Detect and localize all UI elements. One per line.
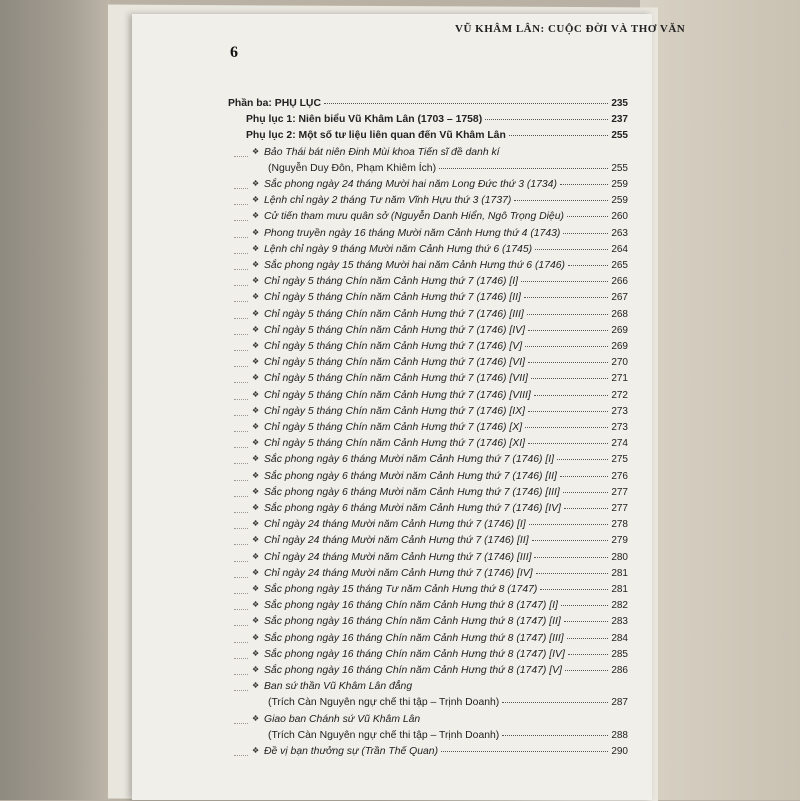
toc-entry bbox=[228, 211, 628, 222]
toc-entry-title: Cử tiến tham mưu quân sở (Nguyễn Danh Hiển, Ngô Trọng Diệu) bbox=[264, 211, 564, 223]
dot-leader bbox=[563, 492, 609, 493]
diamond-bullet-icon: ❖ bbox=[252, 584, 260, 593]
dot-leader bbox=[560, 184, 608, 185]
margin-mark bbox=[234, 674, 248, 676]
diamond-bullet-icon: ❖ bbox=[252, 632, 260, 642]
toc-entry-title: Chỉ ngày 5 tháng Chín năm Cảnh Hưng thứ 7 (1746) [X] bbox=[264, 422, 523, 433]
dot-leader bbox=[502, 702, 608, 703]
toc-entry bbox=[228, 746, 628, 757]
diamond-bullet-icon: ❖ bbox=[252, 616, 260, 626]
dot-leader bbox=[528, 330, 608, 331]
toc-entry bbox=[228, 325, 628, 336]
toc-entry-page: 280 bbox=[611, 551, 628, 563]
toc-entry-page: 269 bbox=[611, 341, 628, 352]
toc-entry-title: Chỉ ngày 5 tháng Chín năm Cảnh Hưng thứ 7 (1746) [III] bbox=[264, 308, 524, 320]
margin-mark bbox=[234, 755, 248, 757]
margin-mark bbox=[234, 463, 248, 465]
margin-mark bbox=[234, 544, 248, 546]
diamond-bullet-icon: ❖ bbox=[252, 227, 260, 237]
diamond-bullet-icon: ❖ bbox=[252, 422, 260, 431]
toc-entry-title: Giao ban Chánh sứ Vũ Khâm Lân bbox=[264, 713, 421, 725]
toc-entry-page: 281 bbox=[611, 584, 628, 595]
toc-entry-title: Sắc phong ngày 16 tháng Chín năm Cảnh Hưng thứ 8 (1747) [II] bbox=[264, 616, 561, 628]
toc-entry bbox=[228, 406, 628, 417]
diamond-bullet-icon: ❖ bbox=[252, 648, 260, 658]
toc-entry bbox=[228, 309, 628, 320]
margin-mark bbox=[234, 415, 248, 417]
dot-leader bbox=[439, 168, 608, 169]
toc-entry-page: 281 bbox=[611, 567, 628, 579]
toc-entry bbox=[228, 357, 628, 368]
toc-entry bbox=[228, 471, 628, 482]
toc-entry-title: Ban sứ thần Vũ Khâm Lân đẳng bbox=[264, 681, 413, 693]
toc-entry-title: Chỉ ngày 5 tháng Chín năm Cảnh Hưng thứ 7 (1746) [V] bbox=[264, 341, 523, 352]
page-number: 6 bbox=[230, 44, 238, 61]
dot-leader bbox=[534, 557, 608, 558]
margin-mark bbox=[234, 609, 248, 611]
margin-mark bbox=[234, 399, 248, 401]
toc-entry-title: Chỉ ngày 5 tháng Chín năm Cảnh Hưng thứ 7 (1746) [VIII] bbox=[264, 389, 531, 401]
dot-leader bbox=[525, 427, 608, 428]
toc-entry-page: 277 bbox=[611, 486, 628, 498]
diamond-bullet-icon: ❖ bbox=[252, 503, 260, 512]
toc-entry-page: 287 bbox=[611, 697, 628, 709]
diamond-bullet-icon: ❖ bbox=[252, 405, 260, 415]
margin-mark bbox=[234, 253, 248, 255]
toc-entry bbox=[228, 422, 628, 433]
diamond-bullet-icon: ❖ bbox=[252, 454, 260, 464]
toc-entry-page: 260 bbox=[611, 211, 628, 223]
diamond-bullet-icon: ❖ bbox=[252, 746, 260, 755]
toc-entry bbox=[228, 681, 628, 692]
margin-mark bbox=[234, 577, 248, 579]
toc-entry bbox=[228, 438, 628, 449]
toc-entry bbox=[228, 130, 628, 141]
margin-mark bbox=[234, 496, 248, 498]
diamond-bullet-icon: ❖ bbox=[252, 470, 260, 480]
diamond-bullet-icon: ❖ bbox=[252, 486, 260, 496]
dot-leader bbox=[502, 735, 608, 736]
toc-entry-page: 275 bbox=[611, 454, 628, 466]
toc-entry bbox=[228, 519, 628, 530]
dot-leader bbox=[567, 216, 608, 217]
toc-entry-page: 267 bbox=[611, 292, 628, 304]
toc-entry bbox=[228, 454, 628, 465]
dot-leader bbox=[568, 654, 608, 655]
toc-entry-page: 269 bbox=[611, 324, 628, 336]
margin-mark bbox=[234, 561, 248, 563]
toc-entry-title: Chỉ ngày 24 tháng Mười năm Cảnh Hưng thứ 7 (1746) [III] bbox=[264, 551, 532, 563]
dot-leader bbox=[529, 524, 609, 525]
diamond-bullet-icon: ❖ bbox=[252, 535, 260, 545]
toc-entry bbox=[228, 260, 628, 271]
toc-entry-title: Đề vị bạn thưởng sự (Trần Thế Quan) bbox=[264, 746, 439, 757]
toc-entry-title: (Trích Càn Nguyên ngự chế thi tập – Trịnh Doanh) bbox=[268, 697, 500, 709]
margin-mark bbox=[234, 220, 248, 222]
toc-entry-page: 277 bbox=[611, 503, 628, 514]
dot-leader bbox=[524, 297, 608, 298]
toc-entry bbox=[228, 276, 628, 287]
toc-entry-page: 274 bbox=[611, 438, 628, 450]
diamond-bullet-icon: ❖ bbox=[252, 195, 260, 205]
toc-entry-title: Chỉ ngày 5 tháng Chín năm Cảnh Hưng thứ 7 (1746) [II] bbox=[264, 292, 521, 304]
dot-leader bbox=[485, 119, 608, 120]
diamond-bullet-icon: ❖ bbox=[252, 260, 260, 269]
toc-entry-page: 276 bbox=[611, 470, 628, 482]
toc-entry-page: 270 bbox=[611, 357, 628, 369]
dot-leader bbox=[528, 362, 608, 363]
margin-mark bbox=[234, 188, 248, 190]
dot-leader bbox=[536, 573, 609, 574]
toc-entry-title: Chỉ ngày 24 tháng Mười năm Cảnh Hưng thứ 7 (1746) [II] bbox=[264, 535, 529, 547]
diamond-bullet-icon: ❖ bbox=[252, 292, 260, 302]
toc-entry bbox=[228, 390, 628, 401]
toc-entry-page: 288 bbox=[611, 729, 628, 741]
margin-mark bbox=[234, 156, 248, 158]
toc-entry bbox=[228, 697, 628, 708]
toc-entry bbox=[228, 616, 628, 627]
toc-entry-page: 286 bbox=[611, 665, 628, 676]
margin-mark bbox=[234, 658, 248, 660]
toc-entry bbox=[228, 535, 628, 546]
diamond-bullet-icon: ❖ bbox=[252, 681, 260, 691]
diamond-bullet-icon: ❖ bbox=[252, 276, 260, 286]
margin-mark bbox=[234, 285, 248, 287]
toc-entry-page: 283 bbox=[611, 616, 628, 628]
dot-leader bbox=[534, 395, 609, 396]
diamond-bullet-icon: ❖ bbox=[252, 519, 260, 529]
toc-entry-title: (Trích Càn Nguyên ngự chế thi tập – Trịnh Doanh) bbox=[268, 729, 500, 741]
diamond-bullet-icon: ❖ bbox=[252, 600, 260, 610]
toc-entry-page: 285 bbox=[611, 648, 628, 660]
dot-leader bbox=[563, 233, 608, 234]
toc-entry-page: 255 bbox=[611, 130, 628, 142]
toc-entry-title: Chỉ ngày 24 tháng Mười năm Cảnh Hưng thứ 7 (1746) [I] bbox=[264, 519, 526, 531]
toc-entry-title: Phụ lục 1: Niên biểu Vũ Khâm Lân (1703 – 1758) bbox=[246, 114, 483, 126]
diamond-bullet-icon: ❖ bbox=[252, 551, 260, 561]
toc-entry-title: Phần ba: PHỤ LỤC bbox=[228, 98, 321, 109]
toc-entry-title: Sắc phong ngày 6 tháng Mười năm Cảnh Hưng thứ 7 (1746) [III] bbox=[264, 486, 560, 498]
toc-entry bbox=[228, 568, 628, 579]
diamond-bullet-icon: ❖ bbox=[252, 438, 260, 448]
diamond-bullet-icon: ❖ bbox=[252, 373, 260, 383]
toc-entry-title: Chỉ ngày 5 tháng Chín năm Cảnh Hưng thứ 7 (1746) [IV] bbox=[264, 324, 525, 336]
toc-entry bbox=[228, 649, 628, 660]
margin-mark bbox=[234, 301, 248, 303]
dot-leader bbox=[564, 621, 609, 622]
toc-entry-page: 237 bbox=[611, 114, 628, 126]
running-title: VŨ KHÂM LÂN: CUỘC ĐỜI VÀ THƠ VĂN bbox=[455, 23, 686, 35]
margin-mark bbox=[234, 269, 248, 271]
toc-entry bbox=[228, 163, 628, 174]
dot-leader bbox=[564, 508, 608, 509]
margin-mark bbox=[234, 366, 248, 368]
toc-entry bbox=[228, 552, 628, 563]
margin-mark bbox=[234, 318, 248, 320]
toc-entry bbox=[228, 98, 628, 109]
toc-entry bbox=[228, 584, 628, 595]
diamond-bullet-icon: ❖ bbox=[252, 211, 260, 221]
toc-entry bbox=[228, 373, 628, 384]
toc-entry bbox=[228, 292, 628, 303]
margin-mark bbox=[234, 723, 248, 725]
toc-entry-title: Chỉ ngày 24 tháng Mười năm Cảnh Hưng thứ 7 (1746) [IV] bbox=[264, 567, 533, 579]
dot-leader bbox=[535, 249, 608, 250]
dot-leader bbox=[521, 281, 608, 282]
toc-entry-title: Chỉ ngày 5 tháng Chín năm Cảnh Hưng thứ 7 (1746) [IX] bbox=[264, 405, 525, 417]
toc-entry-title: Sắc phong ngày 16 tháng Chín năm Cảnh Hưng thứ 8 (1747) [V] bbox=[264, 665, 562, 676]
dot-leader bbox=[557, 459, 608, 460]
dot-leader bbox=[540, 589, 608, 590]
toc-entry bbox=[228, 730, 628, 741]
toc-entry bbox=[228, 114, 628, 125]
toc-entry-title: Phụ lục 2: Một số tư liệu liên quan đến Vũ Khâm Lân bbox=[246, 130, 506, 142]
toc-entry-title: Sắc phong ngày 15 tháng Tư năm Cảnh Hưng thứ 8 (1747) bbox=[264, 584, 538, 595]
toc-entry bbox=[228, 487, 628, 498]
toc-entry-title: Lệnh chỉ ngày 9 tháng Mười năm Cảnh Hưng thứ 6 (1745) bbox=[264, 243, 533, 255]
toc-entry-page: 235 bbox=[611, 98, 628, 109]
diamond-bullet-icon: ❖ bbox=[252, 389, 260, 399]
diamond-bullet-icon: ❖ bbox=[252, 341, 260, 350]
dot-leader bbox=[527, 314, 609, 315]
dot-leader bbox=[565, 670, 608, 671]
diamond-bullet-icon: ❖ bbox=[252, 179, 260, 188]
toc-entry-title: Chỉ ngày 5 tháng Chín năm Cảnh Hưng thứ 7 (1746) [XI] bbox=[264, 438, 525, 450]
diamond-bullet-icon: ❖ bbox=[252, 324, 260, 334]
toc-entry-title: Sắc phong ngày 16 tháng Chín năm Cảnh Hưng thứ 8 (1747) [IV] bbox=[264, 648, 565, 660]
margin-mark bbox=[234, 625, 248, 627]
toc-entry bbox=[228, 714, 628, 725]
dot-leader bbox=[531, 378, 608, 379]
dot-leader bbox=[561, 605, 608, 606]
diamond-bullet-icon: ❖ bbox=[252, 146, 260, 156]
toc-entry bbox=[228, 600, 628, 611]
diamond-bullet-icon: ❖ bbox=[252, 357, 260, 367]
diamond-bullet-icon: ❖ bbox=[252, 308, 260, 318]
margin-mark bbox=[234, 382, 248, 384]
dot-leader bbox=[514, 200, 608, 201]
toc-entry bbox=[228, 244, 628, 255]
toc-entry-page: 255 bbox=[611, 162, 628, 174]
toc-entry-title: Sắc phong ngày 6 tháng Mười năm Cảnh Hưng thứ 7 (1746) [IV] bbox=[264, 503, 561, 514]
margin-mark bbox=[234, 334, 248, 336]
toc-entry-page: 271 bbox=[611, 373, 628, 385]
dot-leader bbox=[528, 443, 608, 444]
toc-entry-title: Phong truyền ngày 16 tháng Mười năm Cảnh Hưng thứ 4 (1743) bbox=[264, 227, 561, 239]
toc-entry-page: 268 bbox=[611, 308, 628, 320]
toc-entry-page: 263 bbox=[611, 227, 628, 239]
toc-entry-page: 282 bbox=[611, 600, 628, 612]
margin-mark bbox=[234, 593, 248, 595]
margin-mark bbox=[234, 447, 248, 449]
toc-entry-page: 284 bbox=[611, 632, 628, 644]
margin-mark bbox=[234, 204, 248, 206]
toc-entry-page: 278 bbox=[611, 519, 628, 531]
toc-entry-title: Chỉ ngày 5 tháng Chín năm Cảnh Hưng thứ 7 (1746) [VI] bbox=[264, 357, 525, 369]
toc-entry-page: 273 bbox=[611, 405, 628, 417]
toc-entry-title: Sắc phong ngày 24 tháng Mười hai năm Long Đức thứ 3 (1734) bbox=[264, 179, 557, 190]
dot-leader bbox=[560, 476, 608, 477]
diamond-bullet-icon: ❖ bbox=[252, 665, 260, 674]
toc-entry-page: 266 bbox=[611, 276, 628, 288]
toc-entry-page: 279 bbox=[611, 535, 628, 547]
toc-entry-title: Lệnh chỉ ngày 2 tháng Tư năm Vĩnh Hựu thứ 3 (1737) bbox=[264, 195, 512, 207]
toc-entry-page: 259 bbox=[611, 195, 628, 207]
margin-mark bbox=[234, 690, 248, 692]
toc-entry-page: 259 bbox=[611, 179, 628, 190]
toc-entry-page: 290 bbox=[611, 746, 628, 757]
toc-entry bbox=[228, 341, 628, 352]
margin-mark bbox=[234, 237, 248, 239]
toc-entry bbox=[228, 665, 628, 676]
toc-entry-title: Sắc phong ngày 6 tháng Mười năm Cảnh Hưng thứ 7 (1746) [II] bbox=[264, 470, 557, 482]
toc-entry-page: 273 bbox=[611, 422, 628, 433]
dot-leader bbox=[509, 135, 609, 136]
toc-entry bbox=[228, 147, 628, 158]
toc-entry-page: 265 bbox=[611, 260, 628, 271]
dot-leader bbox=[525, 346, 608, 347]
diamond-bullet-icon: ❖ bbox=[252, 713, 260, 723]
dot-leader bbox=[567, 638, 609, 639]
toc-entry-title: Sắc phong ngày 6 tháng Mười năm Cảnh Hưng thứ 7 (1746) [I] bbox=[264, 454, 555, 466]
toc-entry-page: 264 bbox=[611, 243, 628, 255]
background-right bbox=[640, 0, 800, 800]
margin-mark bbox=[234, 431, 248, 433]
toc-entry bbox=[228, 503, 628, 514]
margin-mark bbox=[234, 480, 248, 482]
dot-leader bbox=[324, 103, 608, 104]
toc-entry-title: Chỉ ngày 5 tháng Chín năm Cảnh Hưng thứ 7 (1746) [VII] bbox=[264, 373, 528, 385]
margin-mark bbox=[234, 642, 248, 644]
toc-entry bbox=[228, 179, 628, 190]
dot-leader bbox=[568, 265, 608, 266]
diamond-bullet-icon: ❖ bbox=[252, 567, 260, 577]
margin-mark bbox=[234, 512, 248, 514]
toc-entry bbox=[228, 633, 628, 644]
margin-mark bbox=[234, 350, 248, 352]
toc-entry bbox=[228, 228, 628, 239]
toc-entry-title: Bảo Thái bát niên Đinh Mùi khoa Tiến sĩ đề danh kí bbox=[264, 146, 500, 158]
dot-leader bbox=[441, 751, 608, 752]
dot-leader bbox=[532, 540, 609, 541]
toc-entry-title: Chỉ ngày 5 tháng Chín năm Cảnh Hưng thứ 7 (1746) [I] bbox=[264, 276, 519, 288]
toc-entry-title: Sắc phong ngày 15 tháng Mười hai năm Cảnh Hưng thứ 6 (1746) bbox=[264, 260, 565, 271]
toc-entry-title: Sắc phong ngày 16 tháng Chín năm Cảnh Hưng thứ 8 (1747) [III] bbox=[264, 632, 564, 644]
margin-mark bbox=[234, 528, 248, 530]
dot-leader bbox=[528, 411, 608, 412]
toc-entry-title: (Nguyễn Duy Đôn, Phạm Khiêm Ích) bbox=[268, 162, 437, 174]
toc-entry bbox=[228, 195, 628, 206]
toc-entry-title: Sắc phong ngày 16 tháng Chín năm Cảnh Hưng thứ 8 (1747) [I] bbox=[264, 600, 558, 612]
toc-entry-page: 272 bbox=[611, 389, 628, 401]
diamond-bullet-icon: ❖ bbox=[252, 243, 260, 253]
background-left bbox=[0, 0, 110, 800]
